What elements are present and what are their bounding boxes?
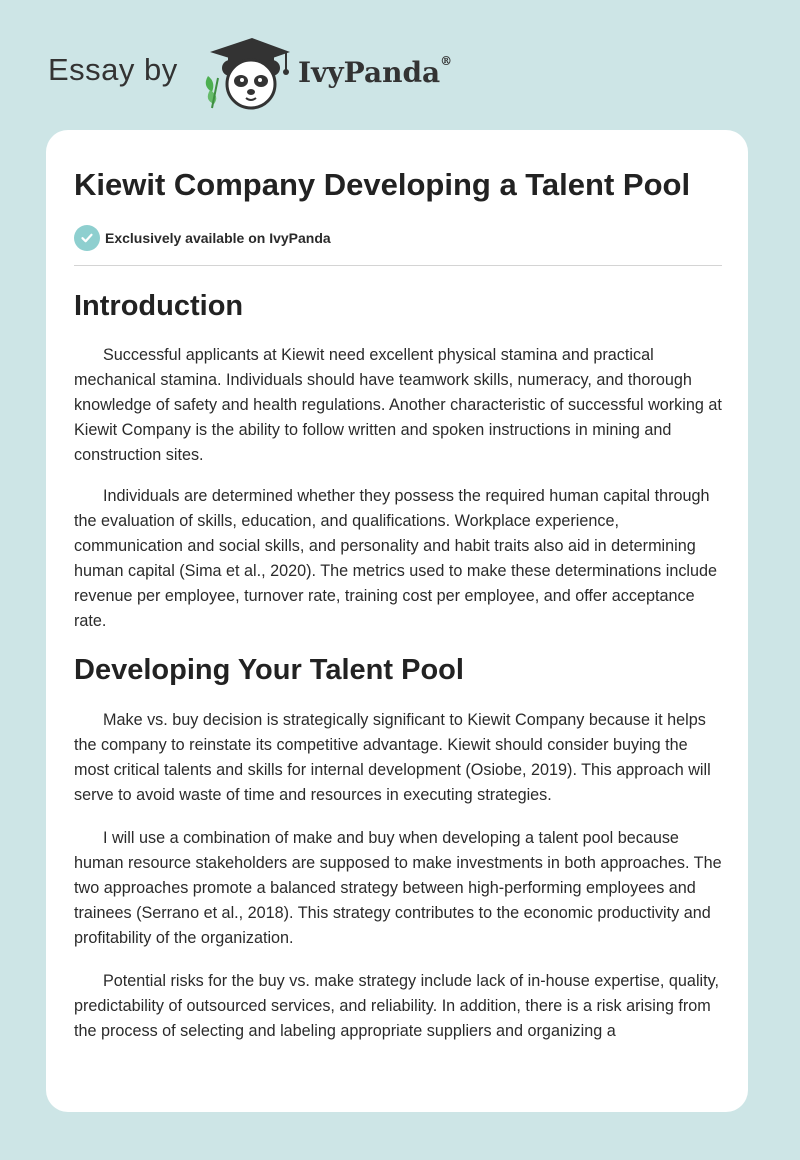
- divider: [74, 265, 722, 266]
- site-header: [48, 34, 468, 114]
- check-icon: [74, 225, 100, 251]
- essay-title: Kiewit Company Developing a Talent Pool: [74, 167, 691, 202]
- paragraph: I will use a combination of make and buy when developing a talent pool because human resource stakeholders are supposed to make investments in both approaches. The two approaches promote a balanced strategy between high-performing employees and trainees (Serrano et al., 2018). This strategy contributes to the economic productivity and profitability of the organization.: [74, 829, 722, 947]
- essay-content: [74, 164, 722, 1044]
- paragraph: Potential risks for the buy vs. make strategy include lack of in-house expertise, quality, predictability of outsourced services, and reliability. In addition, there is a risk arising from the process of selecting and labeling appropriate suppliers and organizing a: [74, 972, 720, 1040]
- paragraph: Successful applicants at Kiewit need excellent physical stamina and practical mechanical stamina. Individuals should have teamwork skills, numeracy, and thorough knowledge of safety and health regulations. Another characteristic of successful working at Kiewit Company is the ability to follow written and spoken instructions in mining and construction sites.: [74, 346, 722, 464]
- section-heading: Introduction: [74, 290, 244, 322]
- essay-card: [46, 130, 748, 1112]
- paragraph: Make vs. buy decision is strategically significant to Kiewit Company because it helps the company to reinstate its competitive advantage. Kiewit should consider buying the most critical talents and skills for internal development (Osiobe, 2019). This approach will serve to avoid waste of time and resources in executing strategies.: [74, 711, 711, 804]
- section-heading: Developing Your Talent Pool: [74, 654, 464, 686]
- section-introduction: [74, 288, 722, 634]
- badge-text: Exclusively available on IvyPanda: [105, 230, 331, 246]
- paragraph: Individuals are determined whether they possess the required human capital through the evaluation of skills, education, and qualifications. Workplace experience, communication and social skills, and personality and habit traits also aid in determining human capital (Sima et al., 2020). The metrics used to make these determinations include revenue per employee, turnover rate, training cost per employee, and offer acceptance rate.: [74, 487, 718, 630]
- panda-logo-icon[interactable]: [200, 34, 292, 110]
- exclusive-badge: [74, 225, 722, 251]
- section-developing-talent-pool: [74, 652, 722, 1044]
- brand-name: IvyPanda®: [298, 54, 453, 89]
- brand-prefix: Essay by: [48, 52, 178, 87]
